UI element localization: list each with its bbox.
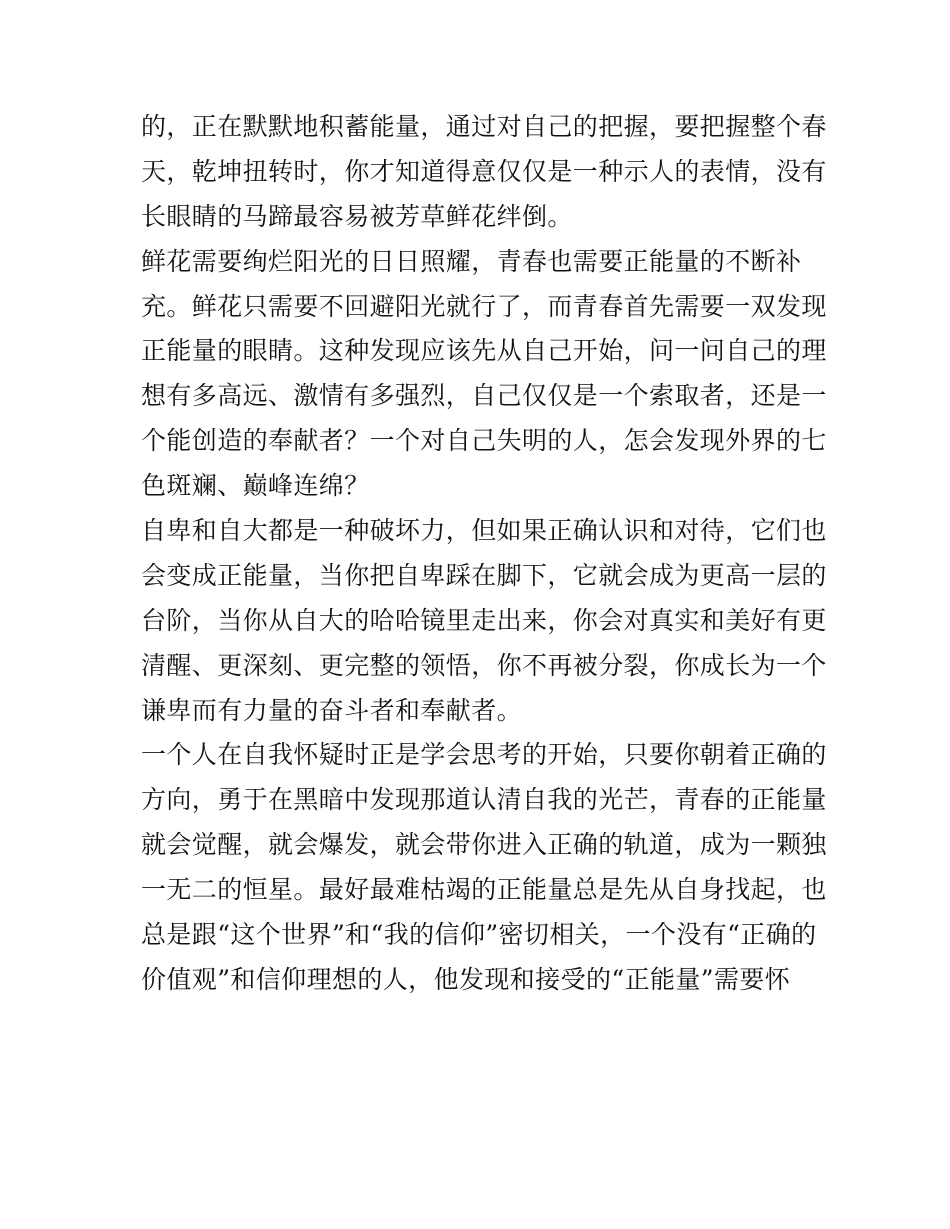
text-line: 价值观”和信仰理想的人，他发现和接受的“正能量”需要怀 (141, 964, 791, 994)
text-line: 谦卑而有力量的奋斗者和奉献者。 (141, 695, 523, 725)
text-line: 自卑和自大都是一种破坏力，但如果正确认识和对待，它们也 (141, 516, 827, 546)
text-line: 想有多高远、激情有多强烈，自己仅仅是一个索取者，还是一 (141, 381, 827, 411)
text-line: 一个人在自我怀疑时正是学会思考的开始，只要你朝着正确的 (141, 740, 827, 770)
text-line: 方向，勇于在黑暗中发现那道认清自我的光芒，青春的正能量 (141, 785, 827, 815)
text-line: 的，正在默默地积蓄能量，通过对自己的把握，要把握整个春 (141, 112, 827, 141)
text-line: 鲜花需要绚烂阳光的日日照耀，青春也需要正能量的不断补 (141, 246, 802, 276)
text-line: 长眼睛的马蹄最容易被芳草鲜花绊倒。 (141, 201, 573, 231)
text-line: 色斑斓、巅峰连绵？ (141, 471, 370, 501)
text-line: 充。鲜花只需要不回避阳光就行了，而青春首先需要一双发现 (141, 291, 827, 321)
text-line: 正能量的眼睛。这种发现应该先从自己开始，问一问自己的理 (141, 336, 827, 366)
text-line: 总是跟“这个世界”和“我的信仰”密切相关，一个没有“正确的 (141, 920, 817, 950)
text-line: 一无二的恒星。最好最难枯竭的正能量总是先从自身找起，也 (141, 875, 827, 905)
text-line: 天，乾坤扭转时，你才知道得意仅仅是一种示人的表情，没有 (141, 156, 827, 186)
text-line: 会变成正能量，当你把自卑踩在脚下，它就会成为更高一层的 (141, 560, 827, 590)
text-line: 清醒、更深刻、更完整的领悟，你不再被分裂，你成长为一个 (141, 650, 827, 680)
text-line: 个能创造的奉献者？一个对自己失明的人，怎会发现外界的七 (141, 426, 827, 456)
text-line: 就会觉醒，就会爆发，就会带你进入正确的轨道，成为一颗独 (141, 830, 827, 860)
body-text (141, 105, 827, 1003)
text-line: 台阶，当你从自大的哈哈镜里走出来，你会对真实和美好有更 (141, 605, 827, 635)
